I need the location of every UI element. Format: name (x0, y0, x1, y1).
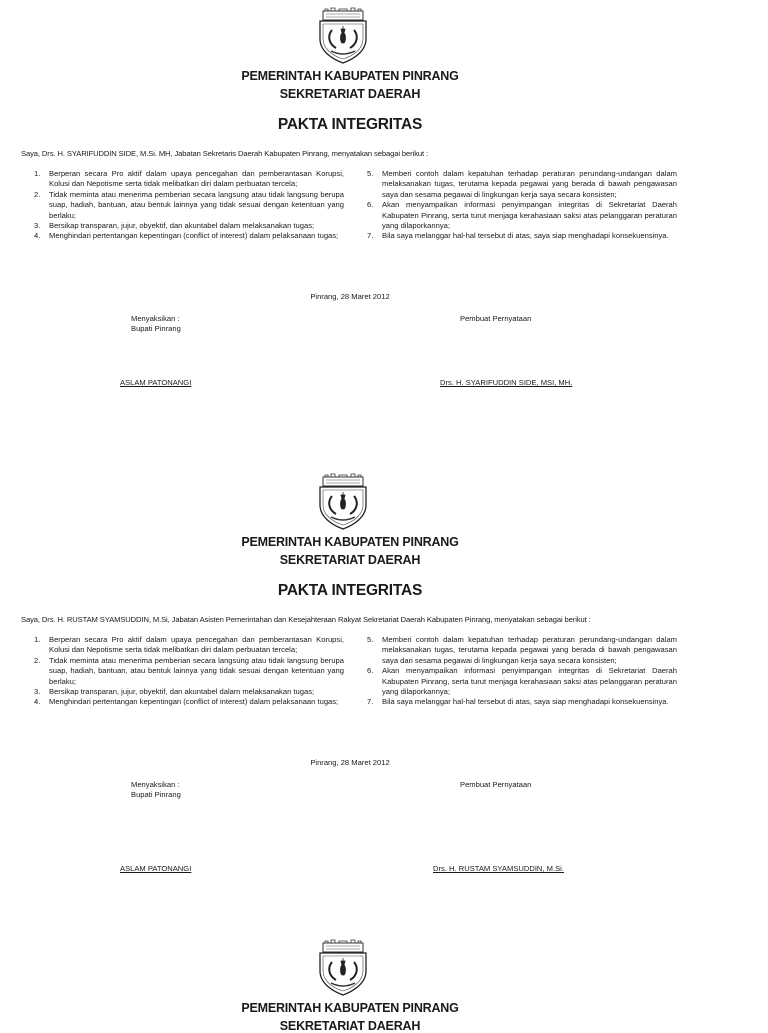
item-number: 7. (367, 231, 374, 241)
item-text: Bila saya melanggar hal-hal tersebut di atas, saya siap menghadapi konsekuensinya. (382, 697, 669, 707)
item-number: 5. (367, 169, 374, 178)
government-heading: PEMERINTAH KABUPATEN PINRANG (241, 535, 459, 549)
commitments-right-column (367, 169, 677, 242)
government-heading: PEMERINTAH KABUPATEN PINRANG (241, 69, 459, 83)
witness-role: Bupati Pinrang (131, 790, 181, 800)
commitment-item (34, 190, 344, 221)
item-text: Menghindari pertentangan kepentingan (conflict of interest) dalam pelaksanaan tugas; (49, 697, 339, 707)
declarant-label: Pembuat Pernyataan (460, 780, 532, 789)
commitment-item (34, 656, 344, 687)
signing-date: Pinrang, 28 Maret 2012 (310, 292, 390, 301)
witness-name: ASLAM PATONANGI (120, 864, 192, 873)
signing-date: Pinrang, 28 Maret 2012 (310, 758, 390, 767)
item-text: Memberi contoh dalam kepatuhan terhadap peraturan perundang-undangan dalam melaksanakan tugas, terutama kepada pegawai yang berada di bawah pengawasan saya dan sesama pegawai di lingkungan kerja saya secara konsisten; (382, 169, 677, 199)
statement-intro: Saya, Drs. H. SYARIFUDDIN SIDE, M.Si. MH, Jabatan Sekretaris Daerah Kabupaten Pinrang, menyatakan sebagai berikut : (21, 149, 429, 158)
item-number: 2. (34, 189, 41, 199)
integrity-pact-page-2 (0, 466, 768, 931)
commitment-item (367, 635, 677, 666)
item-text: Bila saya melanggar hal-hal tersebut di atas, saya siap menghadapi konsekuensinya. (382, 231, 669, 241)
commitments-right-column (367, 635, 677, 708)
item-number: 1. (34, 635, 41, 644)
item-text: Berperan secara Pro aktif dalam upaya pencegahan dan pemberantasan Korupsi, Kolusi dan Nepotisme serta tidak melibatkan diri dalam perbuatan tercela; (49, 635, 344, 655)
item-number: 5. (367, 635, 374, 644)
item-text: Bersikap transparan, jujur, obyektif, dan akuntabel dalam melaksanakan tugas; (49, 687, 315, 697)
integrity-pact-page-1 (0, 0, 768, 465)
commitment-item (34, 635, 344, 656)
item-text: Tidak meminta atau menerima pemberian secara langsung atau tidak langsung berupa suap, hadiah, bantuan, atau bentuk lainnya yang tidak sesuai dengan ketentuan yang berlaku; (49, 189, 344, 220)
commitment-item (367, 666, 677, 697)
item-text: Tidak meminta atau menerima pemberian secara langsung atau tidak langsung berupa suap, hadiah, bantuan, atau bentuk lainnya yang tidak sesuai dengan ketentuan yang berlaku; (49, 655, 344, 686)
declarant-name: Drs. H. RUSTAM SYAMSUDDIN, M.Si. (433, 864, 564, 873)
commitment-item (367, 200, 677, 231)
item-text: Akan menyampaikan informasi penyimpangan integritas di Sekretariat Daerah Kabupaten Pinrang, serta turut menjaga kerahasiaan saksi atas pelanggaran peraturan yang dilaporkannya; (382, 666, 677, 697)
declarant-name: Drs. H. SYARIFUDDIN SIDE, MSI, MH. (440, 378, 573, 387)
item-number: 4. (34, 697, 41, 707)
commitments-left-column (34, 169, 344, 242)
item-text: Bersikap transparan, jujur, obyektif, dan akuntabel dalam melaksanakan tugas; (49, 221, 315, 231)
government-heading: PEMERINTAH KABUPATEN PINRANG (241, 1001, 459, 1015)
pinrang-regency-crest-icon (317, 940, 369, 996)
witness-block (131, 314, 181, 335)
witness-label: Menyaksikan : (131, 314, 180, 323)
item-number: 6. (367, 666, 374, 676)
commitment-item (34, 231, 344, 241)
commitment-item (34, 687, 344, 697)
secretariat-heading: SEKRETARIAT DAERAH (279, 1019, 421, 1033)
item-number: 6. (367, 200, 374, 210)
item-number: 1. (34, 169, 41, 178)
witness-label: Menyaksikan : (131, 780, 180, 789)
secretariat-heading: SEKRETARIAT DAERAH (279, 553, 421, 567)
witness-role: Bupati Pinrang (131, 324, 181, 334)
declarant-label: Pembuat Pernyataan (460, 314, 532, 323)
item-text: Berperan secara Pro aktif dalam upaya pencegahan dan pemberantasan Korupsi, Kolusi dan Nepotisme serta tidak melibatkan diri dalam perbuatan tercela; (49, 169, 344, 189)
statement-intro: Saya, Drs. H. RUSTAM SYAMSUDDIN, M.Si, Jabatan Asisten Pemerintahan dan Kesejahteraan Rakyat Sekretariat Daerah Kabupaten Pinrang, menyatakan sebagai berikut : (21, 615, 591, 624)
item-number: 3. (34, 687, 41, 697)
pinrang-regency-crest-icon (317, 474, 369, 530)
secretariat-heading: SEKRETARIAT DAERAH (279, 87, 421, 101)
integrity-pact-page-3 (0, 932, 768, 1033)
witness-name: ASLAM PATONANGI (120, 378, 192, 387)
document-title: PAKTA INTEGRITAS (277, 116, 423, 133)
item-text: Memberi contoh dalam kepatuhan terhadap peraturan perundang-undangan dalam melaksanakan tugas, terutama kepada pegawai yang berada di bawah pengawasan saya dari sesama pegawai di lingkungan kerja saya secara konsisten; (382, 635, 677, 665)
item-number: 2. (34, 655, 41, 665)
commitments-left-column (34, 635, 344, 708)
commitment-item (367, 697, 677, 707)
commitment-item (367, 169, 677, 200)
commitment-item (34, 221, 344, 231)
commitment-item (367, 231, 677, 241)
item-number: 7. (367, 697, 374, 707)
document-title: PAKTA INTEGRITAS (277, 582, 423, 599)
item-number: 4. (34, 231, 41, 241)
item-text: Menghindari pertentangan kepentingan (conflict of interest) dalam pelaksanaan tugas; (49, 231, 339, 241)
witness-block (131, 780, 181, 801)
commitment-item (34, 169, 344, 190)
commitment-item (34, 697, 344, 707)
item-number: 3. (34, 221, 41, 231)
item-text: Akan menyampaikan informasi penyimpangan integritas di Sekretariat Daerah Kabupaten Pinrang, serta turut menjaga kerahasiaan saksi atas pelanggaran peraturan yang dilaporkannya; (382, 200, 677, 231)
pinrang-regency-crest-icon (317, 8, 369, 64)
